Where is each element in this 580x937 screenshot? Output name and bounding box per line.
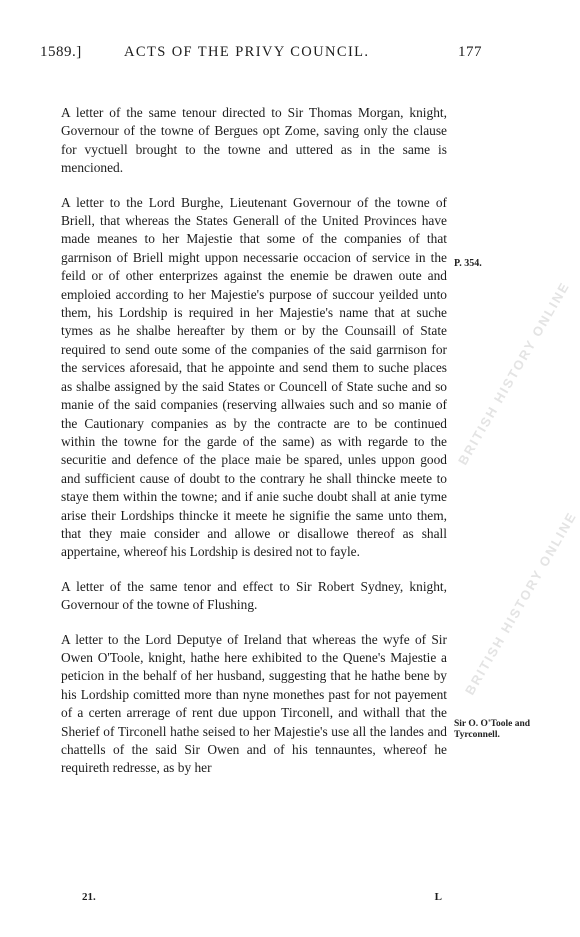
page-number: 177 xyxy=(458,44,482,60)
margin-note-otoole: Sir O. O'Toole and Tyrconnell. xyxy=(454,719,531,740)
paragraph-deputy-letter: A letter to the Lord Deputye of Ireland that whereas the wyfe of Sir Owen O'Toole, knight, hathe here exhibited to the Quene's Majestie a peticion in the behalf of her husband, suggesting that he hathe bene by his Lordship comitted more than nyne monethes past for not payement of a certen arrerage of rent due uppon Tirconell, and withall that the Sherief of Tirconell hathe seised to her Majestie's use all the landes and chattells of the said Sir Owen and of his tennauntes, whereof he requireth redresse, as by her xyxy=(61,631,447,776)
signature-letter: L xyxy=(434,891,442,903)
watermark: BRITISH HISTORY ONLINE xyxy=(455,278,573,468)
signature-mark: 21. xyxy=(82,891,96,903)
header-year: 1589.] xyxy=(40,44,82,60)
body-text xyxy=(61,104,447,794)
watermark: BRITISH HISTORY ONLINE xyxy=(462,508,580,698)
margin-page-reference: P. 354. xyxy=(454,258,482,269)
paragraph-sydney-letter: A letter of the same tenor and effect to Sir Robert Sydney, knight, Governour of the towne of Flushing. xyxy=(61,578,447,613)
paragraph-burghe-letter: A letter to the Lord Burghe, Lieutenant Governour of the towne of Briell, that whereas the States Generall of the United Provinces have made meanes to her Majestie that some of the companies of that garrnison of Briell might uppon necessarie occacion of service in the feild or of other enterprizes against the enemie be drawen oute and emploied according to her Majestie's purpose of succour yeilded unto them, his Lordship is required in her Majestie's name that at suche tymes as he shalbe hereafter by them or by the Counsaill of State required to send oute some of the companies of the said garrnison for the services aforesaid, that he appointe and send them to suche places as shalbe assigned by the said States or Councell of State suche and so manie of the said companies (reserving allwaies such and so manie of the Cautionary companies as by the contracte are to be continued within the towne for the garde of the same) as with regarde to the securitie and defence of the place maie be spared, unles uppon good and sufficient cause of doubt to the contrary he shall thincke meete to staye them within the towne; and if anie suche doubt shall at anie tyme arise their Lordships thincke it meete he signifie the same unto them, that they maie consider and allowe or disallowe thereof as shall appertaine, whereof his Lordship is desired not to fayle. xyxy=(61,194,447,560)
running-header xyxy=(40,44,482,66)
paragraph-morgan-letter: A letter of the same tenour directed to Sir Thomas Morgan, knight, Governour of the towne of Bergues opt Zome, saving only the clause for vyctuell brought to the towne and uttered as in the same is mencioned. xyxy=(61,105,447,176)
page-footer xyxy=(82,891,442,907)
header-title: ACTS OF THE PRIVY COUNCIL. xyxy=(124,44,370,60)
